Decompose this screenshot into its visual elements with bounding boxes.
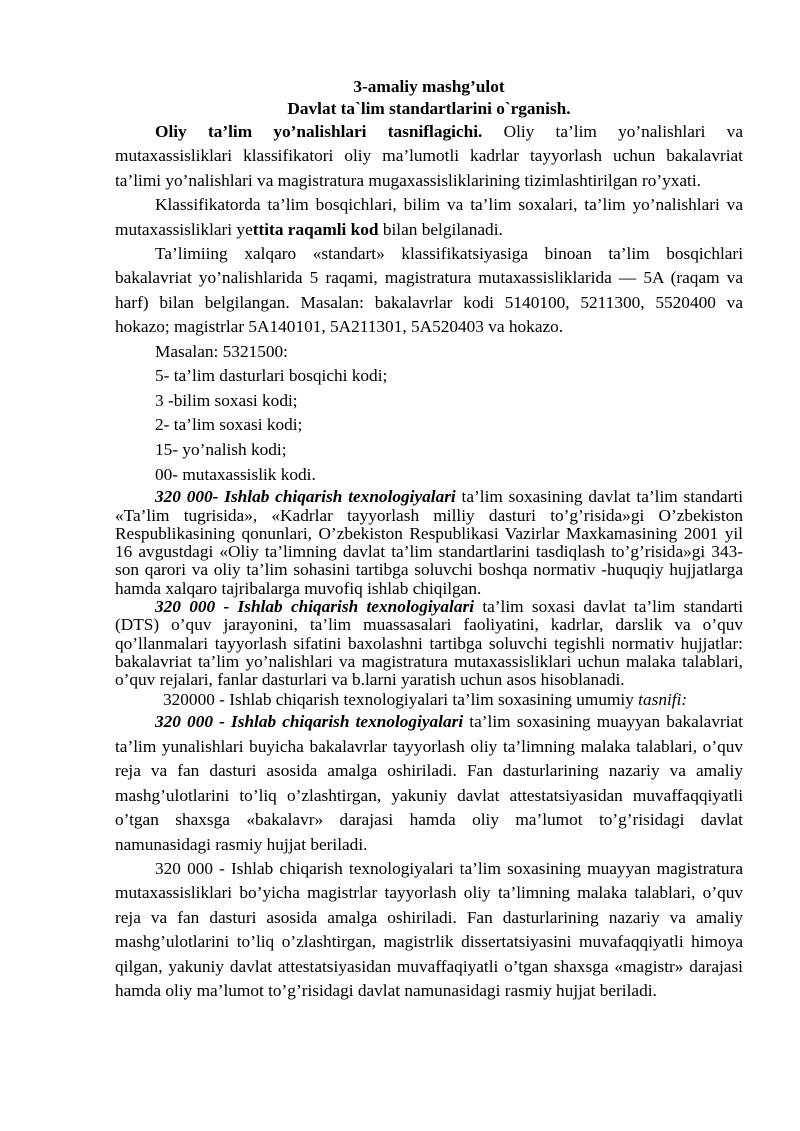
- paragraph-bachelor-training: [115, 710, 743, 856]
- paragraph-classifier-codes: [115, 193, 743, 242]
- paragraph-lead-bold-italic: 320 000 - Ishlab chiqarish texnologiyalari: [155, 597, 475, 616]
- paragraph-lead-bold: Oliy ta’lim yo’nalishlari tasniflagichi.: [155, 122, 483, 141]
- paragraph-lead-bold-italic: 320 000- Ishlab chiqarish texnologiyalari: [155, 487, 456, 507]
- document-title: 3-amaliy mashg’ulot: [353, 77, 505, 96]
- paragraph-text: 320000 - Ishlab chiqarish texnologiyalari ta’lim soxasining umumiy: [163, 690, 639, 710]
- list-item: 2- ta’lim soxasi kodi;: [155, 415, 303, 435]
- paragraph-standard-legal-basis: [115, 488, 743, 598]
- list-item: 15- yo’nalish kodi;: [155, 440, 287, 460]
- paragraph-lead-bold-italic: 320 000 - Ishlab chiqarish texnologiyalari: [155, 712, 464, 732]
- list-item: 3 -bilim soxasi kodi;: [155, 390, 298, 410]
- paragraph-text: Oliy ta’lim yo’nalishlari va mutaxassisliklari klassifikatori oliy ma’lumotli kadrlar tayyorlash uchun bakalavriat ta’limi yo’nalishlari va magistratura mugaxassisliklarining tizimlashtirilgan ro’yxati.: [115, 122, 743, 190]
- code-breakdown-list: [115, 340, 743, 488]
- paragraph-text: Klassifikatorda ta’lim bosqichlari, bilim va ta’lim soxalari, ta’lim yo’nalishlari va mutaxassisliklari ye: [115, 195, 743, 239]
- document-subtitle: Davlat ta`lim standartlarini o`rganish.: [287, 99, 571, 118]
- paragraph-text: bilan belgilanadi.: [378, 219, 503, 239]
- paragraph-bold-phrase: ttita raqamli kod: [252, 219, 379, 239]
- list-item: Masalan: 5321500:: [155, 341, 288, 361]
- paragraph-international-standard: Ta’limiing xalqaro «standart» klassifikatsiyasiga binoan ta’lim bosqichlari bakalavriat yo’nalishlarida 5 raqami, magistratura mutaxassisliklarida — 5A (raqam va harf) bilan belgilangan. Masalan: bakalavrlar kodi 5140100, 5211300, 5520400 va hokazo; magistrlar 5A140101, 5A211301, 5A520403 va hokazo.: [115, 244, 743, 337]
- paragraph-dts-purpose: [115, 598, 743, 689]
- paragraph-text: ta’lim soxasining davlat ta’lim standarti «Ta’lim tugrisida», «Kadrlar tayyorlash milliy dasturi to’g’risida»gi O’zbekiston Respublikasining qonunlari, O’zbekiston Respublikasi Vazirlar Maxkamasining 2001 yil 16 avgustdagi «Oliy ta’limning davlat ta’lim standartlarini tasdiqlash to’g’risida»gi 343-son qarori va oliy ta’lim sohasini tartibga soluvchi boshqa normativ -huquqiy hujjatlarga hamda xalqaro tajribalarga muvofiq ishlab chiqilgan.: [115, 487, 743, 598]
- paragraph-general-classification: [115, 689, 743, 710]
- list-item: 5- ta’lim dasturlari bosqichi kodi;: [155, 366, 388, 386]
- paragraph-italic-word: tasnifi:: [638, 690, 688, 710]
- paragraph-classifier-definition: [115, 120, 743, 193]
- paragraph-text: ta’lim soxasi davlat ta’lim standarti (DTS) o’quv jarayonini, ta’lim muassasalari faoliyatini, kadrlar, darslik va o’quv qo’llanmalari tayyorlash sifatini baxolashni tartibga soluvchi tegishli normativ hujjatlar: bakalavriat ta’lim yo’nalishlari va magistratura mutaxassisliklari uchun malaka talablari, o’quv rejalari, fanlar dasturlari va b.larni yaratish uchun asos hisoblanadi.: [115, 597, 743, 690]
- paragraph-master-training: 320 000 - Ishlab chiqarish texnologiyalari ta’lim soxasining muayyan magistratura mutaxassisliklari bo’yicha magistrlar tayyorlash oliy ta’limning malaka talablari, o’quv reja va fan dasturi asosida amalga oshiriladi. Fan dasturlarining nazariy va amaliy mashg’ulotlarini to’liq o’zlashtirgan, magistrlik dissertatsiyasini muvafaqqiyatli himoya qilgan, yakuniy davlat attestatsiyasidan muvaffaqiyatli o’tgan shaxsga «magistr» darajasi hamda oliy ma’lumot to’g’risidagi davlat namunasidagi rasmiy hujjat beriladi.: [115, 858, 743, 1000]
- list-item: 00- mutaxassislik kodi.: [155, 464, 316, 484]
- paragraph-text: ta’lim soxasining muayyan bakalavriat ta’lim yunalishlari buyicha bakalavrlar tayyorlash oliy ta’limning malaka talablari, o’quv reja va fan dasturi asosida amalga oshiriladi. Fan dasturlarining nazariy va amaliy mashg’ulotlarini to’liq o’zlashtirgan, yakuniy davlat attestatsiyasidan muvaffaqqiyatli o’tgan shaxsga «bakalavr» darajasi hamda oliy ma’lumot to’g’risidagi davlat namunasidagi rasmiy hujjat beriladi.: [115, 712, 743, 854]
